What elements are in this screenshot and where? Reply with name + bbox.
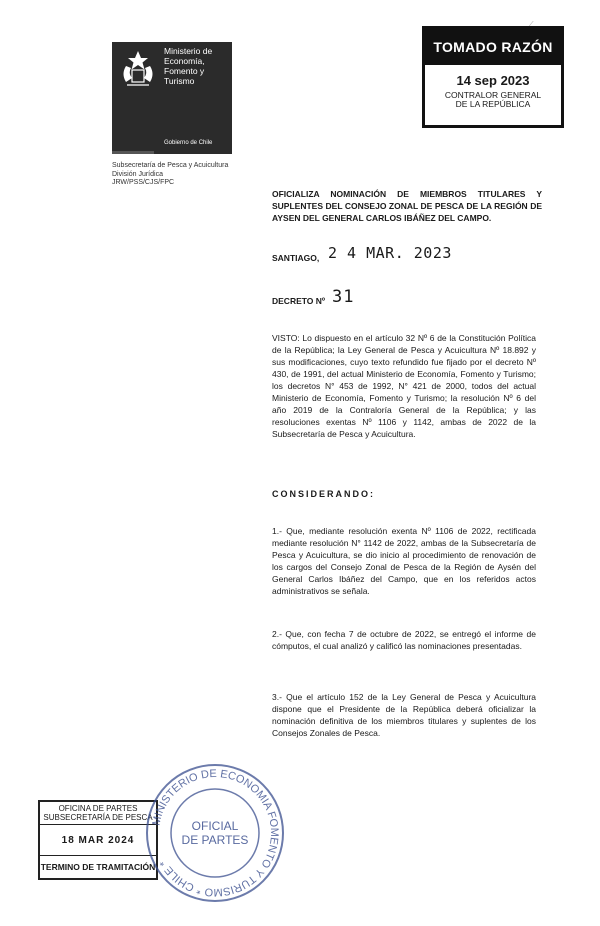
seal-center-line: OFICIAL bbox=[191, 819, 239, 833]
considerando-item: 2.- Que, con fecha 7 de octubre de 2022, se entregó el informe de cómputos, el cual analizó y calificó las nominaciones presentadas. bbox=[272, 629, 536, 651]
divider bbox=[40, 824, 156, 825]
oficina-footer: TERMINO DE TRAMITACIÓN bbox=[40, 855, 156, 878]
seal-ring-text: MINISTERIO DE ECONOMIA FOMENTO Y TURISMO * CHILE * bbox=[150, 767, 281, 899]
oficina-date: 18 MAR 2024 bbox=[61, 835, 135, 846]
ministry-line: Ministerio de bbox=[164, 46, 213, 56]
seal-center-line: DE PARTES bbox=[181, 833, 249, 847]
coat-of-arms-icon bbox=[118, 48, 158, 88]
stamp-contralor bbox=[425, 91, 561, 109]
visto-paragraph: VISTO: Lo dispuesto en el artículo 32 Nº 6 de la Constitución Política de la República; la Ley General de Pesca y Acuicultura Nº 18.892 y sus modificaciones, cuyo texto refundido fue fijado por el decreto Nº 430, de 1991, del actual Ministerio de Economía, Fomento y Turismo; los decretos N° 453 de 1992, N° 421 de 2000, todos del actual Ministerio de Economía, Fomento y Turismo; la resolución Nº 6 del año 2019 de la Contraloría General de la República; y las resoluciones exentas Nº 1106 y 1142, ambas de 2022 de la Subsecretaría de Pesca y Acuicultura. bbox=[272, 333, 536, 439]
decreto-label: DECRETO Nº bbox=[272, 296, 326, 306]
considerando-heading: CONSIDERANDO: bbox=[272, 489, 376, 499]
ministry-logo bbox=[112, 42, 232, 154]
issuer-block bbox=[112, 162, 228, 188]
considerando-item: 3.- Que el artículo 152 de la Ley General de Pesca y Acuicultura dispone que el Presidente de la República deberá oficializar la nominación definitiva de los miembros titulares y suplentes de los Consejos Zonales de Pesca. bbox=[272, 692, 536, 738]
santiago-label: SANTIAGO, bbox=[272, 253, 320, 263]
official-seal bbox=[140, 758, 290, 908]
ministry-line: Economía, bbox=[164, 56, 205, 66]
ministry-line: Fomento y bbox=[164, 66, 205, 76]
stamp-line: DE LA REPÚBLICA bbox=[455, 99, 531, 109]
ministry-name bbox=[164, 46, 232, 86]
oficina-line: OFICINA DE PARTES bbox=[58, 804, 138, 813]
considerando-item: 1.- Que, mediante resolución exenta Nº 1106 de 2022, rectificada mediante resolución N° 1142 de 2022, ambas de la Subsecretaría de Pesca y Acuicultura, se dio inicio al procedimiento de renovación de los cargos del Consejo Zonal de Pesca de la Región de Aysén del General Carlos Ibáñez del Campo, que en los referidos actos administrativos se señala. bbox=[272, 526, 536, 596]
tomado-razon-stamp bbox=[422, 26, 564, 128]
decreto-number: 31 bbox=[332, 287, 355, 307]
ministry-line: Turismo bbox=[164, 76, 195, 86]
stamp-date: 14 sep 2023 bbox=[456, 73, 530, 88]
reference-code: JRW/PSS/CJS/FPC bbox=[112, 179, 175, 186]
gobierno-label: Gobierno de Chile bbox=[164, 140, 213, 146]
oficina-line: SUBSECRETARÍA DE PESCA bbox=[43, 813, 153, 822]
oficina-header bbox=[40, 804, 156, 822]
division-label: División Jurídica bbox=[112, 170, 163, 178]
subsecretaria-label: Subsecretaría de Pesca y Acuicultura bbox=[112, 162, 229, 169]
document-title: OFICIALIZA NOMINACIÓN DE MIEMBROS TITULARES Y SUPLENTES DEL CONSEJO ZONAL DE PESCA DE LA REGIÓN DE AYSEN DEL GENERAL CARLOS IBÁÑEZ DEL CAMPO. bbox=[272, 189, 542, 223]
logo-bar bbox=[112, 151, 154, 154]
santiago-date: 2 4 MAR. 2023 bbox=[328, 244, 452, 262]
stamp-line: CONTRALOR GENERAL bbox=[444, 90, 542, 100]
stamp-title: TOMADO RAZÓN bbox=[425, 29, 561, 65]
